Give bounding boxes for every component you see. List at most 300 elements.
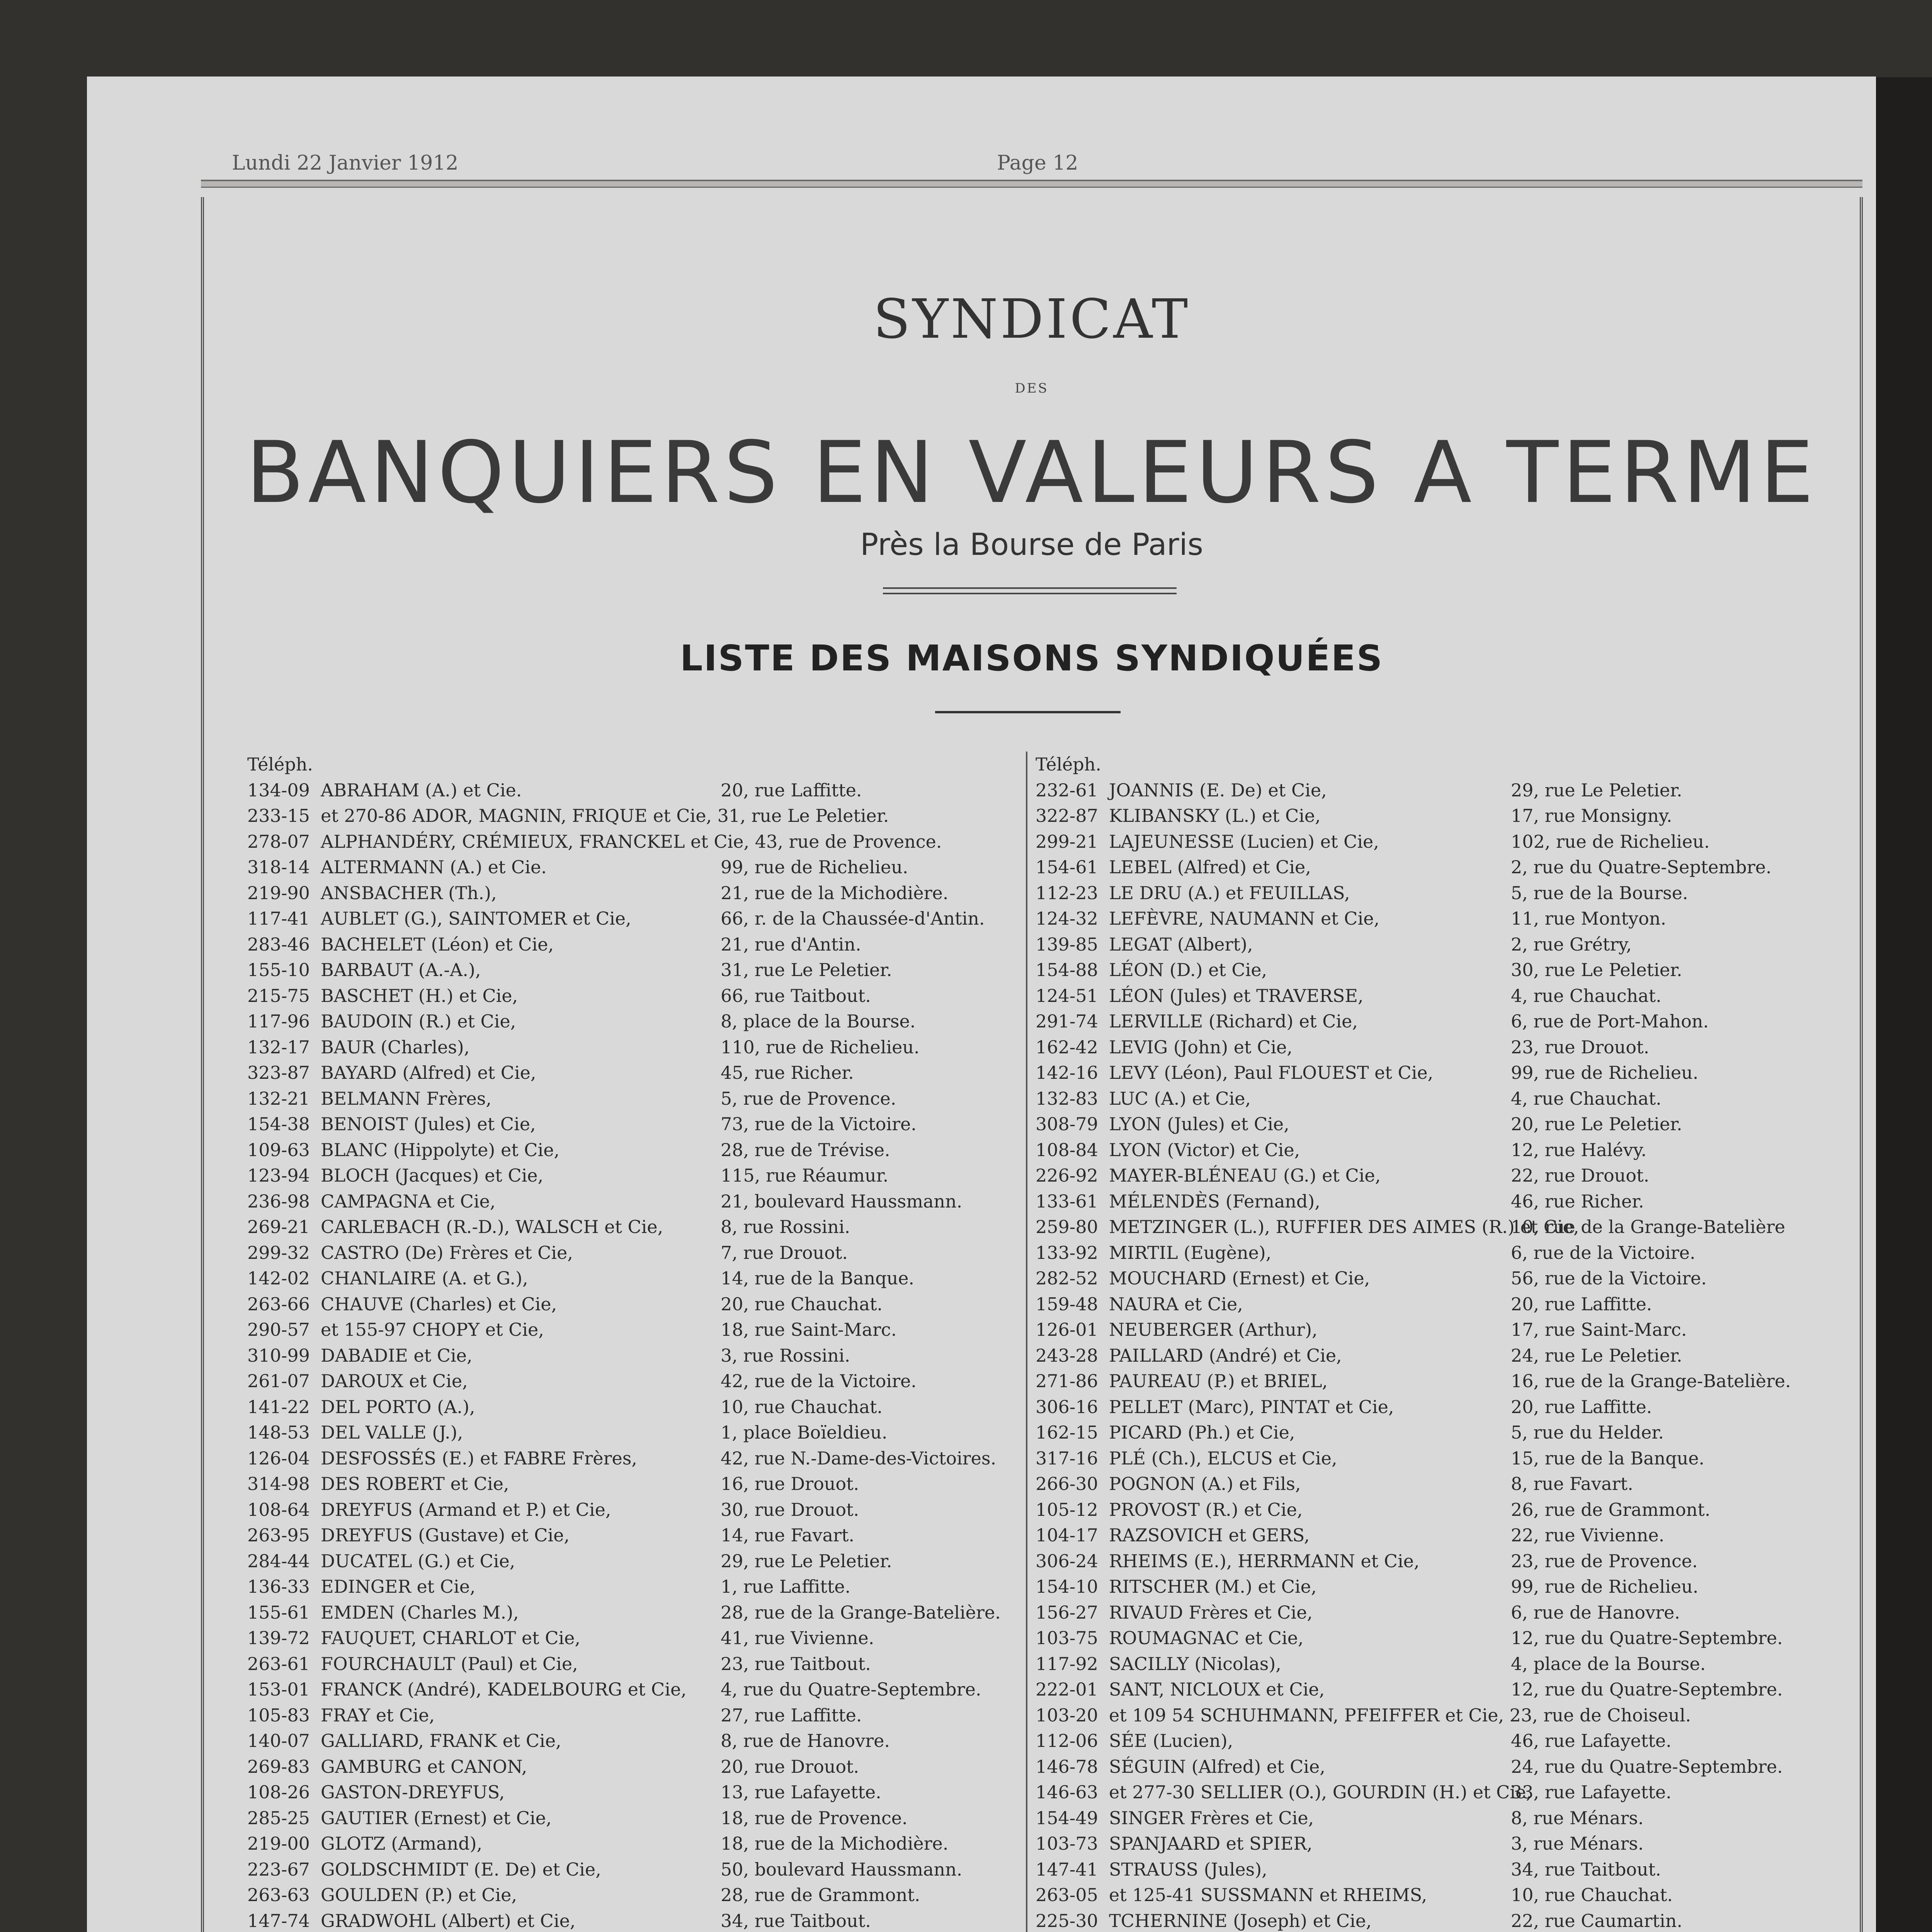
member-address: 8, rue Rossini. xyxy=(721,1216,850,1237)
member-name: BARBAUT (A.-A.), xyxy=(321,959,481,980)
member-row xyxy=(1036,1548,1824,1574)
member-address: 21, rue de la Michodière. xyxy=(721,882,949,903)
member-row xyxy=(1036,983,1824,1009)
member-telephone: 156-27 xyxy=(1036,1602,1098,1623)
member-telephone: 117-92 xyxy=(1036,1653,1098,1674)
member-row xyxy=(1036,1574,1824,1600)
member-address: 3, rue Ménars. xyxy=(1511,1833,1644,1854)
member-telephone: 103-73 xyxy=(1036,1833,1098,1854)
member-address: 66, r. de la Chaussée-d'Antin. xyxy=(721,908,985,929)
member-name: ABRAHAM (A.) et Cie. xyxy=(321,779,522,801)
member-row xyxy=(247,1754,1020,1780)
member-telephone: 155-10 xyxy=(247,959,310,980)
member-telephone: 215-75 xyxy=(247,985,310,1006)
member-name: FOURCHAULT (Paul) et Cie, xyxy=(321,1653,578,1674)
member-telephone: 132-17 xyxy=(247,1036,310,1058)
member-address: 2, rue du Quatre-Septembre. xyxy=(1511,857,1772,878)
member-address: 30, rue Le Peletier. xyxy=(1511,959,1682,980)
member-row xyxy=(1036,1702,1824,1728)
member-telephone: 322-87 xyxy=(1036,805,1098,826)
member-row xyxy=(1036,1728,1824,1754)
member-telephone: 124-51 xyxy=(1036,985,1098,1006)
member-telephone: 139-72 xyxy=(247,1628,310,1648)
member-telephone: 306-16 xyxy=(1036,1396,1098,1417)
member-row xyxy=(1036,829,1824,855)
member-address: 4, rue du Quatre-Septembre. xyxy=(721,1679,981,1700)
member-row xyxy=(1036,777,1824,803)
member-name: DESFOSSÉS (E.) et FABRE Frères, xyxy=(321,1447,637,1469)
member-row xyxy=(247,1291,1020,1317)
member-name: BLANC (Hippolyte) et Cie, xyxy=(321,1139,560,1160)
member-telephone: 124-32 xyxy=(1036,908,1098,929)
member-name: et 270-86 ADOR, MAGNIN, FRIQUE et Cie, 31, rue Le Peletier. xyxy=(321,805,889,826)
member-address: 34, rue Taitbout. xyxy=(1511,1859,1661,1880)
member-row xyxy=(1036,1420,1824,1446)
member-name: SÉGUIN (Alfred) et Cie, xyxy=(1109,1756,1325,1777)
member-address: 7, rue Drouot. xyxy=(721,1242,848,1263)
member-telephone: 147-41 xyxy=(1036,1859,1098,1880)
member-address: 20, rue Laffitte. xyxy=(721,779,862,801)
members-list-right xyxy=(1036,777,1824,1932)
member-address: 15, rue de la Banque. xyxy=(1511,1447,1705,1469)
member-row xyxy=(247,1522,1020,1548)
member-address: 46, rue Richer. xyxy=(1511,1190,1644,1212)
member-name: DAROUX et Cie, xyxy=(321,1371,468,1391)
member-telephone: 147-74 xyxy=(247,1910,310,1931)
member-row xyxy=(1036,1291,1824,1317)
member-address: 50, boulevard Haussmann. xyxy=(721,1859,963,1880)
member-telephone: 308-79 xyxy=(1036,1114,1098,1134)
member-row xyxy=(247,1908,1020,1932)
member-telephone: 136-33 xyxy=(247,1576,310,1597)
subtitle-bourse: Près la Bourse de Paris xyxy=(860,527,1203,562)
members-column-right xyxy=(1036,752,1824,1932)
member-address: 13, rue Lafayette. xyxy=(721,1782,881,1803)
member-address: 6, rue de Hanovre. xyxy=(1511,1602,1680,1623)
member-name: MIRTIL (Eugène), xyxy=(1109,1242,1272,1263)
member-address: 21, boulevard Haussmann. xyxy=(721,1190,963,1212)
member-address: 102, rue de Richelieu. xyxy=(1511,831,1710,852)
member-telephone: 132-21 xyxy=(247,1088,310,1109)
member-name: SANT, NICLOUX et Cie, xyxy=(1109,1679,1325,1700)
member-telephone: 117-41 xyxy=(247,908,310,929)
member-address: 73, rue de la Victoire. xyxy=(721,1114,917,1134)
member-name: BLOCH (Jacques) et Cie, xyxy=(321,1165,544,1186)
member-telephone: 153-01 xyxy=(247,1679,310,1700)
member-name: PLÉ (Ch.), ELCUS et Cie, xyxy=(1109,1447,1337,1469)
member-row xyxy=(247,1677,1020,1702)
member-address: 5, rue du Helder. xyxy=(1511,1422,1664,1443)
members-list-left xyxy=(247,777,1020,1932)
member-row xyxy=(247,906,1020,932)
member-telephone: 225-30 xyxy=(1036,1910,1098,1931)
header-page-number: Page 12 xyxy=(997,151,1078,175)
title-banquiers: BANQUIERS EN VALEURS A TERME xyxy=(246,423,1818,522)
member-telephone: 236-98 xyxy=(247,1190,310,1212)
member-telephone: 291-74 xyxy=(1036,1011,1098,1032)
member-row xyxy=(247,854,1020,880)
member-telephone: 126-01 xyxy=(1036,1319,1098,1340)
member-row xyxy=(247,803,1020,829)
member-address: 10, rue Chauchat. xyxy=(721,1396,883,1417)
member-address: 17, rue Saint-Marc. xyxy=(1511,1319,1687,1340)
member-address: 17, rue Monsigny. xyxy=(1511,805,1672,826)
member-name: et 155-97 CHOPY et Cie, xyxy=(321,1319,544,1340)
member-name: DEL VALLE (J.), xyxy=(321,1422,463,1443)
member-address: 46, rue Lafayette. xyxy=(1511,1730,1672,1751)
member-row xyxy=(247,1497,1020,1523)
member-name: LAJEUNESSE (Lucien) et Cie, xyxy=(1109,831,1379,852)
member-telephone: 323-87 xyxy=(247,1062,310,1083)
member-row xyxy=(1036,1214,1824,1240)
telephone-column-header: Téléph. xyxy=(1036,754,1101,775)
member-address: 4, place de la Bourse. xyxy=(1511,1653,1706,1674)
member-name: MAYER-BLÉNEAU (G.) et Cie, xyxy=(1109,1165,1381,1186)
member-address: 34, rue Taitbout. xyxy=(721,1910,871,1931)
member-row xyxy=(1036,1805,1824,1831)
member-row xyxy=(247,777,1020,803)
member-telephone: 134-09 xyxy=(247,779,310,801)
member-address: 28, rue de la Grange-Batelière. xyxy=(721,1602,1001,1623)
member-row xyxy=(1036,1779,1824,1805)
member-row xyxy=(247,957,1020,983)
member-telephone: 310-99 xyxy=(247,1345,310,1366)
member-address: 20, rue Laffitte. xyxy=(1511,1396,1652,1417)
member-address: 45, rue Richer. xyxy=(721,1062,854,1083)
member-row xyxy=(247,1728,1020,1754)
member-name: CHANLAIRE (A. et G.), xyxy=(321,1268,528,1289)
member-name: GOLDSCHMIDT (E. De) et Cie, xyxy=(321,1859,601,1880)
member-row xyxy=(247,1111,1020,1137)
member-name: PAILLARD (André) et Cie, xyxy=(1109,1345,1342,1366)
member-row xyxy=(247,1702,1020,1728)
member-name: RAZSOVICH et GERS, xyxy=(1109,1525,1310,1546)
member-name: BAUDOIN (R.) et Cie, xyxy=(321,1011,516,1032)
member-name: LUC (A.) et Cie, xyxy=(1109,1088,1251,1109)
member-address: 18, rue de la Michodière. xyxy=(721,1833,949,1854)
member-telephone: 263-61 xyxy=(247,1653,310,1674)
member-name: LEVIG (John) et Cie, xyxy=(1109,1036,1293,1058)
member-telephone: 139-85 xyxy=(1036,934,1098,955)
member-address: 3, rue Rossini. xyxy=(721,1345,850,1366)
member-name: LEBEL (Alfred) et Cie, xyxy=(1109,857,1311,878)
member-row xyxy=(247,1471,1020,1497)
member-address: 8, rue de Hanovre. xyxy=(721,1730,890,1751)
member-row xyxy=(1036,1240,1824,1266)
member-telephone: 133-61 xyxy=(1036,1190,1098,1212)
member-row xyxy=(1036,1265,1824,1291)
member-telephone: 132-83 xyxy=(1036,1088,1098,1109)
member-telephone: 148-53 xyxy=(247,1422,310,1443)
member-row xyxy=(1036,880,1824,906)
member-telephone: 140-07 xyxy=(247,1730,310,1751)
member-row xyxy=(1036,1343,1824,1369)
member-telephone: 263-63 xyxy=(247,1884,310,1905)
member-telephone: 284-44 xyxy=(247,1550,310,1571)
member-telephone: 269-21 xyxy=(247,1216,310,1237)
member-row xyxy=(247,1446,1020,1471)
member-address: 66, rue Taitbout. xyxy=(721,985,871,1006)
member-address: 20, rue Drouot. xyxy=(721,1756,859,1777)
binding-edge xyxy=(1876,77,1932,1932)
member-telephone: 266-30 xyxy=(1036,1473,1098,1494)
member-address: 14, rue Favart. xyxy=(721,1525,854,1546)
member-telephone: 271-86 xyxy=(1036,1371,1098,1391)
member-address: 2, rue Grétry, xyxy=(1511,934,1632,955)
member-name: NAURA et Cie, xyxy=(1109,1293,1243,1315)
member-telephone: 154-61 xyxy=(1036,857,1098,878)
member-name: GALLIARD, FRANK et Cie, xyxy=(321,1730,561,1751)
member-name: LYON (Jules) et Cie, xyxy=(1109,1114,1289,1134)
member-row xyxy=(1036,1137,1824,1163)
member-name: PICARD (Ph.) et Cie, xyxy=(1109,1422,1295,1443)
member-row xyxy=(247,1831,1020,1857)
member-row xyxy=(1036,1497,1824,1523)
member-telephone: 154-88 xyxy=(1036,959,1098,980)
member-telephone: 283-46 xyxy=(247,934,310,955)
title-rule xyxy=(883,587,1177,594)
member-name: PAUREAU (P.) et BRIEL, xyxy=(1109,1371,1328,1391)
member-row xyxy=(247,1805,1020,1831)
member-telephone: 219-90 xyxy=(247,882,310,903)
member-name: EDINGER et Cie, xyxy=(321,1576,476,1597)
member-row xyxy=(1036,1009,1824,1034)
member-telephone: 223-67 xyxy=(247,1859,310,1880)
member-address: 42, rue N.-Dame-des-Victoires. xyxy=(721,1447,997,1469)
member-name: SINGER Frères et Cie, xyxy=(1109,1807,1314,1828)
member-address: 4, rue Chauchat. xyxy=(1511,1088,1662,1109)
member-row xyxy=(247,1779,1020,1805)
member-row xyxy=(1036,1471,1824,1497)
member-address: 26, rue de Grammont. xyxy=(1511,1499,1711,1520)
member-telephone: 159-48 xyxy=(1036,1293,1098,1315)
member-address: 29, rue Le Peletier. xyxy=(1511,779,1682,801)
member-telephone: 103-75 xyxy=(1036,1628,1098,1648)
member-telephone: 233-15 xyxy=(247,805,310,826)
member-address: 1, rue Laffitte. xyxy=(721,1576,851,1597)
member-name: MOUCHARD (Ernest) et Cie, xyxy=(1109,1268,1370,1289)
member-telephone: 126-04 xyxy=(247,1447,310,1469)
member-name: RITSCHER (M.) et Cie, xyxy=(1109,1576,1317,1597)
member-address: 29, rue Le Peletier. xyxy=(721,1550,892,1571)
member-address: 10, rue Chauchat. xyxy=(1511,1884,1673,1905)
member-telephone: 263-95 xyxy=(247,1525,310,1546)
member-row xyxy=(1036,957,1824,983)
member-telephone: 105-12 xyxy=(1036,1499,1098,1520)
member-name: ALTERMANN (A.) et Cie. xyxy=(321,857,547,878)
member-telephone: 317-16 xyxy=(1036,1447,1098,1469)
member-name: ROUMAGNAC et Cie, xyxy=(1109,1628,1304,1648)
member-telephone: 133-92 xyxy=(1036,1242,1098,1263)
member-address: 30, rue Drouot. xyxy=(721,1499,859,1520)
members-column-left xyxy=(247,752,1020,1932)
member-row xyxy=(247,1214,1020,1240)
member-telephone: 154-38 xyxy=(247,1114,310,1134)
member-telephone: 232-61 xyxy=(1036,779,1098,801)
member-row xyxy=(1036,1677,1824,1702)
member-name: SÉE (Lucien), xyxy=(1109,1730,1233,1751)
member-telephone: 278-07 xyxy=(247,831,310,852)
member-address: 22, rue Vivienne. xyxy=(1511,1525,1665,1546)
member-name: LE DRU (A.) et FEUILLAS, xyxy=(1109,882,1350,903)
member-address: 24, rue du Quatre-Septembre. xyxy=(1511,1756,1783,1777)
member-name: GOULDEN (P.) et Cie, xyxy=(321,1884,517,1905)
member-address: 8, rue Ménars. xyxy=(1511,1807,1644,1828)
member-name: et 125-41 SUSSMANN et RHEIMS, xyxy=(1109,1884,1427,1905)
member-telephone: 155-61 xyxy=(247,1602,310,1623)
member-name: BAUR (Charles), xyxy=(321,1036,470,1058)
member-row xyxy=(247,1086,1020,1112)
member-row xyxy=(247,1651,1020,1677)
member-name: DEL PORTO (A.), xyxy=(321,1396,475,1417)
member-row xyxy=(1036,906,1824,932)
member-address: 56, rue de la Victoire. xyxy=(1511,1268,1707,1289)
member-name: ANSBACHER (Th.), xyxy=(321,882,497,903)
member-row xyxy=(1036,1446,1824,1471)
member-telephone: 299-21 xyxy=(1036,831,1098,852)
member-address: 31, rue Le Peletier. xyxy=(721,959,892,980)
list-heading: LISTE DES MAISONS SYNDIQUÉES xyxy=(680,638,1384,679)
member-telephone: 222-01 xyxy=(1036,1679,1098,1700)
member-telephone: 263-05 xyxy=(1036,1884,1098,1905)
member-row xyxy=(1036,1189,1824,1214)
member-telephone: 162-15 xyxy=(1036,1422,1098,1443)
member-row xyxy=(247,829,1020,855)
title-syndicat: SYNDICAT xyxy=(873,288,1190,351)
member-row xyxy=(1036,1368,1824,1394)
member-address: 8, place de la Bourse. xyxy=(721,1011,916,1032)
member-address: 18, rue de Provence. xyxy=(721,1807,908,1828)
member-name: GRADWOHL (Albert) et Cie, xyxy=(321,1910,576,1931)
member-row xyxy=(247,1189,1020,1214)
member-row xyxy=(247,1600,1020,1626)
member-telephone: 142-02 xyxy=(247,1268,310,1289)
member-address: 14, rue de la Banque. xyxy=(721,1268,915,1289)
member-name: POGNON (A.) et Fils, xyxy=(1109,1473,1301,1494)
member-name: ALPHANDÉRY, CRÉMIEUX, FRANCKEL et Cie, 43, rue de Provence. xyxy=(321,831,942,852)
member-name: GAMBURG et CANON, xyxy=(321,1756,527,1777)
member-row xyxy=(247,1265,1020,1291)
member-name: CHAUVE (Charles) et Cie, xyxy=(321,1293,557,1315)
member-row xyxy=(1036,1625,1824,1651)
member-address: 18, rue Saint-Marc. xyxy=(721,1319,897,1340)
member-name: PROVOST (R.) et Cie, xyxy=(1109,1499,1303,1520)
member-name: BASCHET (H.) et Cie, xyxy=(321,985,518,1006)
member-name: FAUQUET, CHARLOT et Cie, xyxy=(321,1628,580,1648)
member-row xyxy=(1036,854,1824,880)
member-name: BENOIST (Jules) et Cie, xyxy=(321,1114,536,1134)
member-name: LEGAT (Albert), xyxy=(1109,934,1253,955)
member-telephone: 290-57 xyxy=(247,1319,310,1340)
member-row xyxy=(247,1009,1020,1034)
member-row xyxy=(1036,932,1824,957)
member-name: BACHELET (Léon) et Cie, xyxy=(321,934,554,955)
member-address: 10, rue de la Grange-Batelière xyxy=(1511,1216,1786,1237)
member-row xyxy=(1036,1086,1824,1112)
member-name: BAYARD (Alfred) et Cie, xyxy=(321,1062,536,1083)
member-telephone: 104-17 xyxy=(1036,1525,1098,1546)
member-telephone: 117-96 xyxy=(247,1011,310,1032)
member-name: NEUBERGER (Arthur), xyxy=(1109,1319,1318,1340)
member-address: 6, rue de Port-Mahon. xyxy=(1511,1011,1709,1032)
member-name: TCHERNINE (Joseph) et Cie, xyxy=(1109,1910,1372,1931)
member-telephone: 105-83 xyxy=(247,1704,310,1726)
member-name: RHEIMS (E.), HERRMANN et Cie, xyxy=(1109,1550,1420,1571)
member-row xyxy=(1036,1857,1824,1883)
member-name: LEFÈVRE, NAUMANN et Cie, xyxy=(1109,908,1380,929)
member-telephone: 299-32 xyxy=(247,1242,310,1263)
member-row xyxy=(247,932,1020,957)
header-date: Lundi 22 Janvier 1912 xyxy=(232,151,459,175)
member-row xyxy=(247,1137,1020,1163)
member-row xyxy=(1036,1317,1824,1343)
member-address: 1, place Boïeldieu. xyxy=(721,1422,888,1443)
member-telephone: 109-63 xyxy=(247,1139,310,1160)
member-row xyxy=(1036,803,1824,829)
header-rule xyxy=(201,180,1862,188)
member-row xyxy=(247,1368,1020,1394)
member-address: 4, rue Chauchat. xyxy=(1511,985,1662,1006)
member-name: et 277-30 SELLIER (O.), GOURDIN (H.) et Cie, xyxy=(1109,1782,1532,1803)
member-name: JOANNIS (E. De) et Cie, xyxy=(1109,779,1327,801)
member-name: LYON (Victor) et Cie, xyxy=(1109,1139,1300,1160)
member-row xyxy=(247,1548,1020,1574)
member-address: 16, rue de la Grange-Batelière. xyxy=(1511,1371,1791,1391)
member-address: 12, rue du Quatre-Septembre. xyxy=(1511,1628,1783,1648)
member-address: 5, rue de la Bourse. xyxy=(1511,882,1688,903)
member-name: LEVY (Léon), Paul FLOUEST et Cie, xyxy=(1109,1062,1434,1083)
member-name: LÉON (D.) et Cie, xyxy=(1109,959,1267,980)
member-name: PELLET (Marc), PINTAT et Cie, xyxy=(1109,1396,1394,1417)
member-telephone: 146-63 xyxy=(1036,1782,1098,1803)
member-row xyxy=(247,1343,1020,1369)
member-name: MÉLENDÈS (Fernand), xyxy=(1109,1190,1320,1212)
member-row xyxy=(1036,1394,1824,1420)
member-address: 5, rue de Provence. xyxy=(721,1088,896,1109)
member-telephone: 154-10 xyxy=(1036,1576,1098,1597)
member-name: CASTRO (De) Frères et Cie, xyxy=(321,1242,573,1263)
member-address: 28, rue de Grammont. xyxy=(721,1884,920,1905)
member-telephone: 306-24 xyxy=(1036,1550,1098,1571)
member-name: DREYFUS (Armand et P.) et Cie, xyxy=(321,1499,611,1520)
member-telephone: 261-07 xyxy=(247,1371,310,1391)
member-name: KLIBANSKY (L.) et Cie, xyxy=(1109,805,1321,826)
member-telephone: 162-42 xyxy=(1036,1036,1098,1058)
member-telephone: 146-78 xyxy=(1036,1756,1098,1777)
member-telephone: 112-23 xyxy=(1036,882,1098,903)
member-row xyxy=(247,983,1020,1009)
member-address: 11, rue Montyon. xyxy=(1511,908,1667,929)
member-row xyxy=(247,1420,1020,1446)
telephone-column-header: Téléph. xyxy=(247,754,313,775)
member-row xyxy=(247,1882,1020,1908)
member-telephone: 108-64 xyxy=(247,1499,310,1520)
member-name: AUBLET (G.), SAINTOMER et Cie, xyxy=(321,908,631,929)
member-row xyxy=(1036,1163,1824,1189)
member-name: GASTON-DREYFUS, xyxy=(321,1782,505,1803)
member-name: DES ROBERT et Cie, xyxy=(321,1473,509,1494)
member-address: 22, rue Drouot. xyxy=(1511,1165,1650,1186)
member-name: CARLEBACH (R.-D.), WALSCH et Cie, xyxy=(321,1216,663,1237)
member-row xyxy=(1036,1754,1824,1780)
member-telephone: 285-25 xyxy=(247,1807,310,1828)
member-address: 110, rue de Richelieu. xyxy=(721,1036,920,1058)
member-row xyxy=(247,1317,1020,1343)
member-address: 24, rue Le Peletier. xyxy=(1511,1345,1682,1366)
column-divider xyxy=(1026,752,1027,1932)
member-name: LERVILLE (Richard) et Cie, xyxy=(1109,1011,1358,1032)
member-telephone: 259-80 xyxy=(1036,1216,1098,1237)
